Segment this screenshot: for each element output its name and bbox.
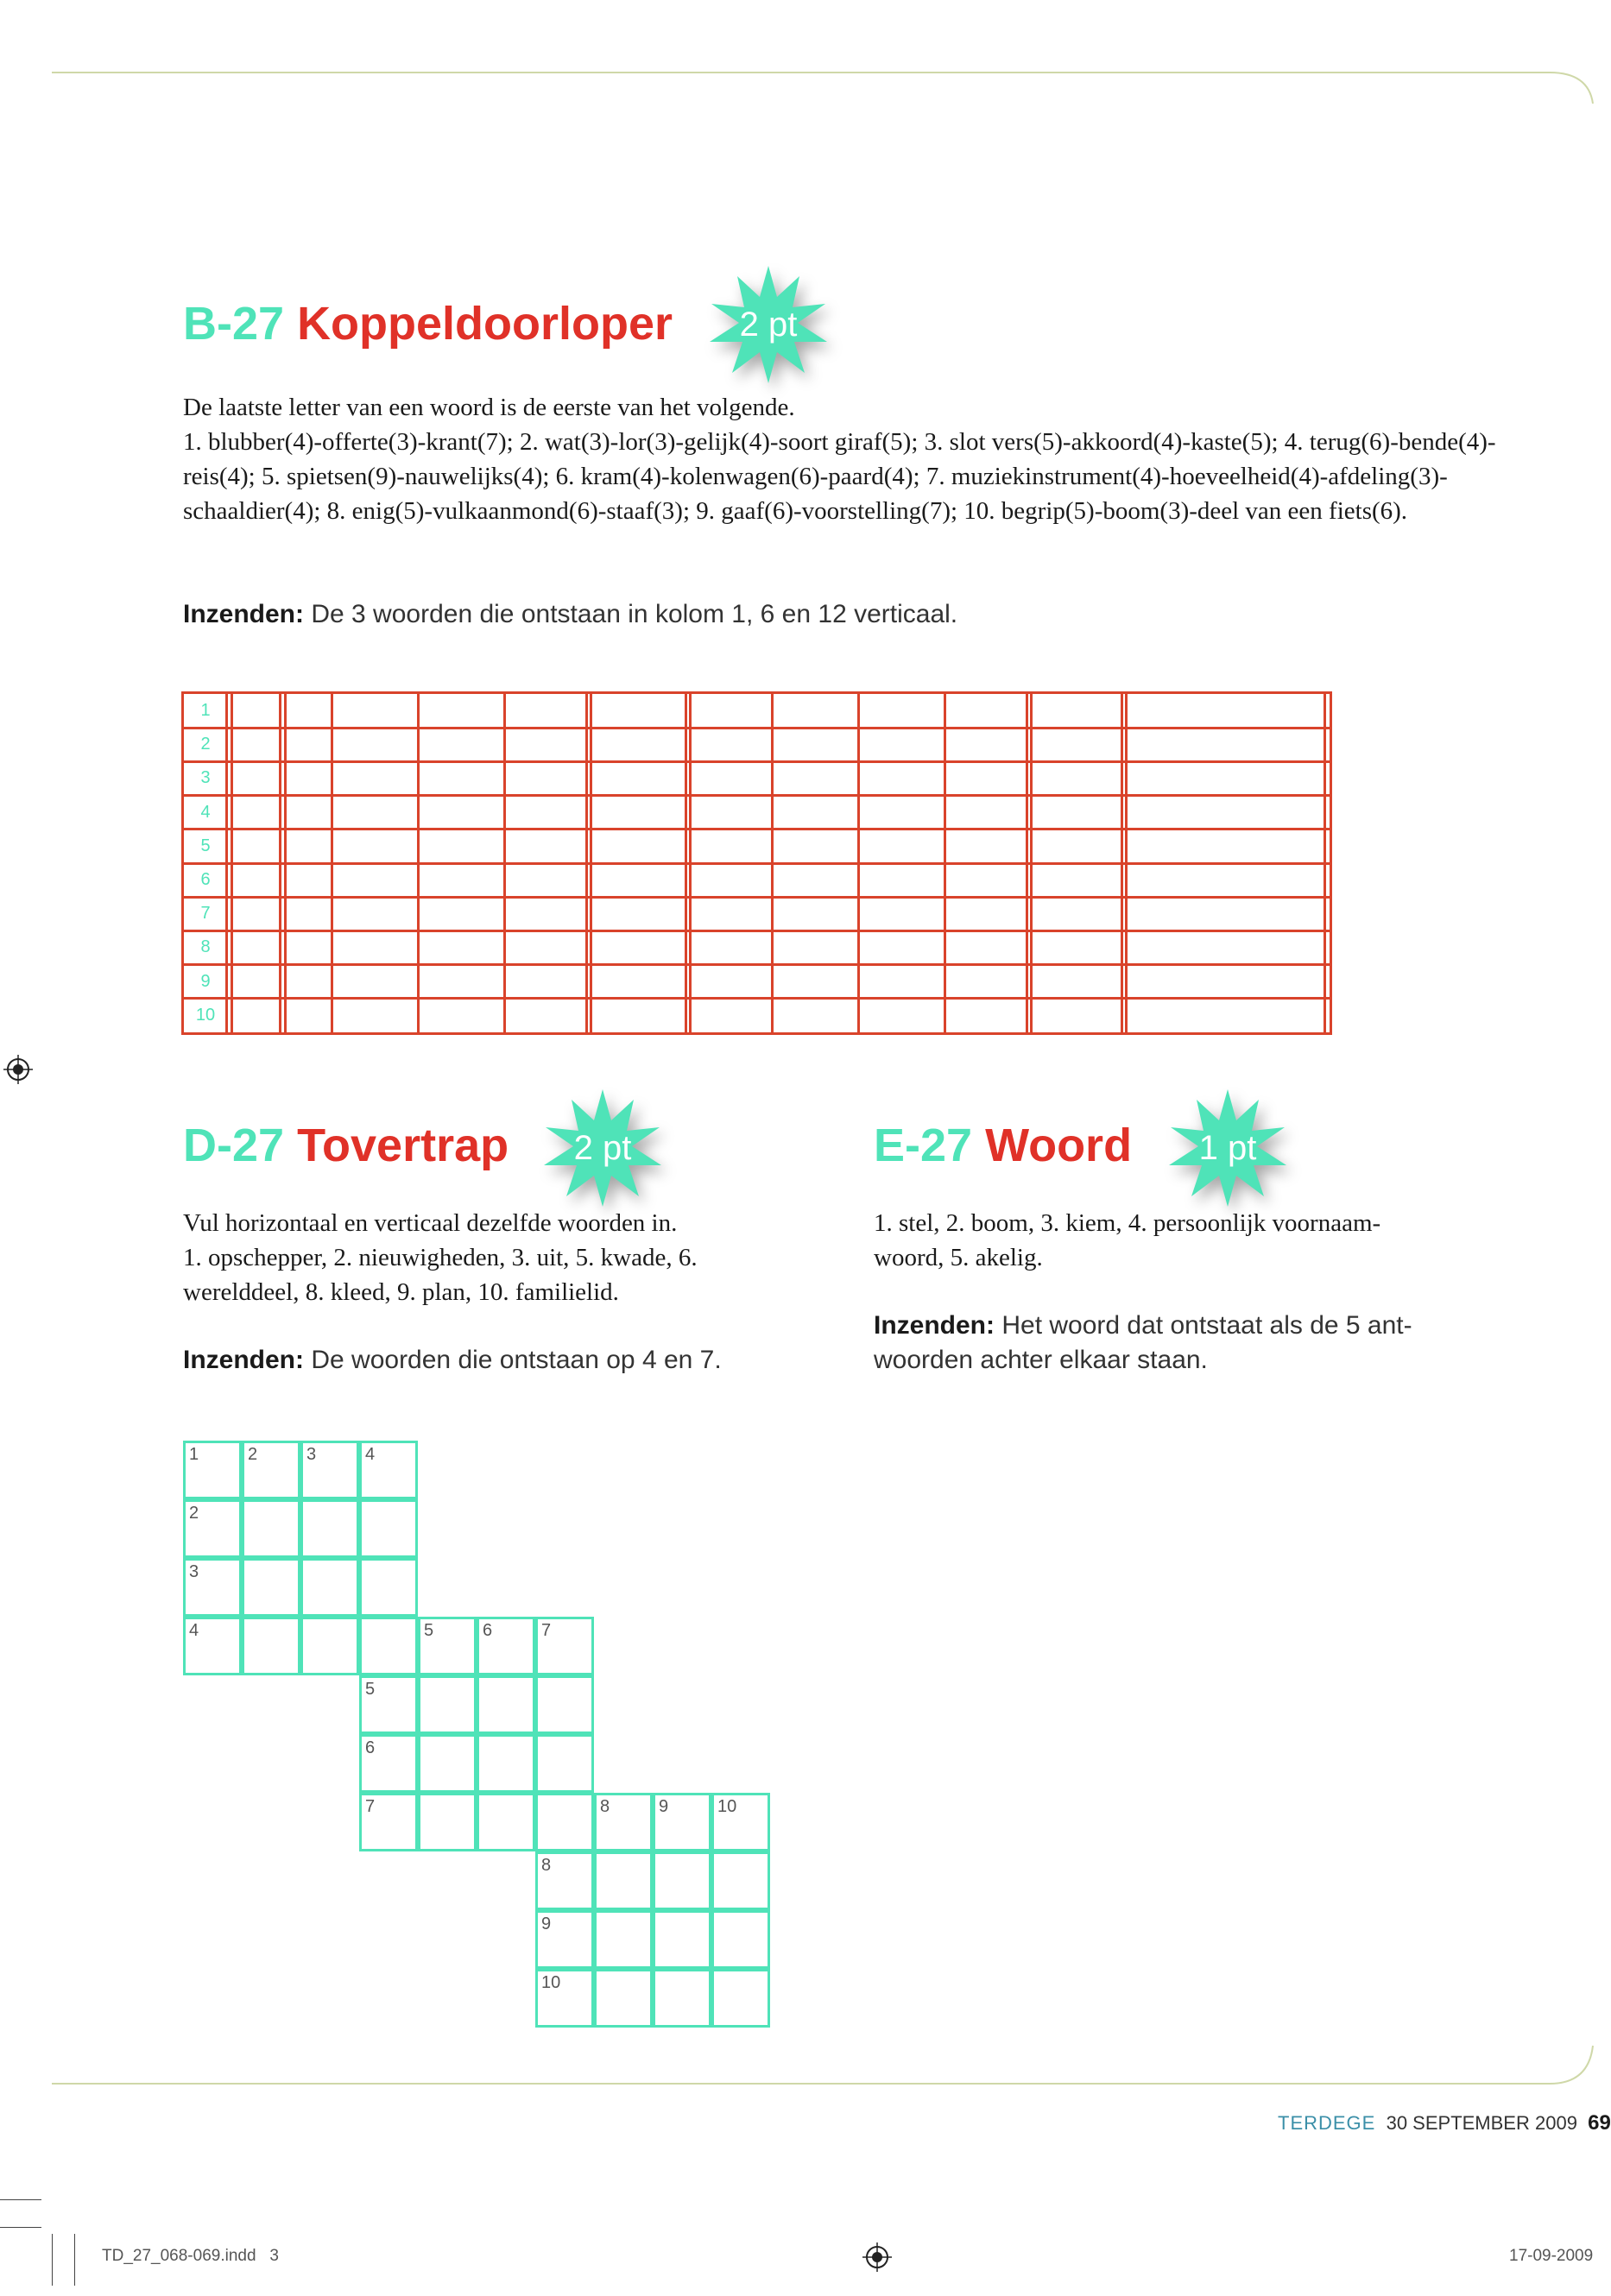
d27-intro: Vul horizontaal en verticaal dezelfde woorden in. <box>183 1209 678 1237</box>
grid-cell <box>477 1675 535 1734</box>
crop-mark-v <box>52 2234 53 2286</box>
cell-number: 3 <box>189 1562 199 1581</box>
grid-cell <box>535 1969 594 2028</box>
grid-vline <box>585 694 588 1032</box>
d27-send-text: De woorden die ontstaan op 4 en 7. <box>311 1346 722 1374</box>
grid-cell <box>535 1910 594 1969</box>
e27-send-label: Inzenden: <box>874 1311 995 1340</box>
grid-cell <box>477 1617 535 1675</box>
grid-hline <box>184 963 1330 966</box>
registration-mark-left <box>3 1055 33 1084</box>
grid-vline <box>857 694 860 1032</box>
grid-cell <box>359 1734 418 1793</box>
b27-points-badge <box>708 264 829 385</box>
d27-send <box>183 1343 787 1378</box>
grid-cell <box>594 1910 653 1969</box>
e27-points: 1 pt <box>1198 1128 1257 1167</box>
d27-text <box>183 1206 787 1309</box>
grid-cell <box>477 1793 535 1851</box>
grid-cell <box>300 1499 359 1558</box>
page-footer <box>1278 2111 1611 2135</box>
b27-clues: 1. blubber(4)-offerte(3)-krant(7); 2. wat(3)-lor(3)-gelijk(4)-soort giraf(5); 3. slot vers(5)-akkoord(4)-kaste(5); 4. terug(6)-bende(4)-reis(4); 5. spietsen(9)-nauwelijks(4); 6. kram(4)-kolenwagen(6)-paard(4); 7. muziekinstrument(4)-hoeveelheid(4)-afdeling(3)-schaaldier(4); 8. enig(5)-vulkaanmond(6)-staaf(3); 9. gaaf(6)-voorstelling(7); 10. begrip(5)-boom(3)-deel van een fiets(6). <box>183 428 1496 525</box>
cell-number: 2 <box>248 1445 258 1464</box>
cell-number: 8 <box>600 1797 610 1816</box>
grid-vline <box>590 694 592 1032</box>
grid-vline <box>331 694 333 1032</box>
grid-hline <box>184 760 1330 763</box>
grid-cell <box>535 1617 594 1675</box>
bottom-rule <box>52 2028 1593 2089</box>
e27-send-text: Het woord dat ontstaat als de 5 ant-woorden achter elkaar staan. <box>874 1311 1412 1374</box>
grid-cell <box>300 1441 359 1499</box>
crop-mark-h2 <box>0 2227 41 2228</box>
grid-cell <box>359 1558 418 1617</box>
e27-title <box>874 1122 1132 1169</box>
b27-send-text: De 3 woorden die ontstaan in kolom 1, 6 en 12 verticaal. <box>311 600 958 628</box>
cell-number: 7 <box>541 1621 552 1640</box>
b27-send <box>183 597 1478 632</box>
crop-mark-h <box>0 2199 41 2200</box>
e27-points-badge <box>1167 1088 1288 1208</box>
grid-hline <box>184 828 1330 830</box>
grid-cell <box>418 1617 477 1675</box>
grid-row-number: 9 <box>200 971 211 991</box>
grid-cell <box>183 1617 242 1675</box>
grid-hline <box>184 930 1330 932</box>
grid-cell <box>359 1617 418 1675</box>
grid-cell <box>653 1969 711 2028</box>
grid-cell <box>242 1617 300 1675</box>
cell-number: 10 <box>541 1973 561 1992</box>
b27-intro: De laatste letter van een woord is de eerste van het volgende. <box>183 394 795 421</box>
grid-cell <box>300 1617 359 1675</box>
grid-cell <box>594 1793 653 1851</box>
grid-vline <box>417 694 420 1032</box>
grid-cell <box>359 1499 418 1558</box>
e27-text <box>874 1206 1444 1275</box>
grid-cell <box>594 1851 653 1910</box>
grid-cell <box>300 1558 359 1617</box>
crosshair-icon <box>862 2242 892 2272</box>
grid-vline <box>231 694 233 1032</box>
d27-grid <box>183 1441 779 2036</box>
grid-vline <box>225 694 228 1032</box>
grid-cell <box>535 1675 594 1734</box>
d27-clues: 1. opschepper, 2. nieuwigheden, 3. uit, 5. kwade, 6. werelddeel, 8. kleed, 9. plan, 10. familielid. <box>183 1244 698 1306</box>
cell-number: 8 <box>541 1856 552 1875</box>
grid-row-number: 1 <box>200 701 211 720</box>
grid-cell <box>359 1675 418 1734</box>
d27-points-badge <box>542 1088 663 1208</box>
grid-hline <box>184 794 1330 797</box>
crosshair-icon <box>3 1055 33 1084</box>
cell-number: 4 <box>189 1621 199 1640</box>
grid-row-number: 4 <box>200 802 211 822</box>
d27-title <box>183 1122 509 1169</box>
grid-cell <box>594 1969 653 2028</box>
grid-row-number: 5 <box>200 836 211 855</box>
cell-number: 1 <box>189 1445 199 1464</box>
grid-row-number: 2 <box>200 735 211 754</box>
grid-cell <box>711 1969 770 2028</box>
grid-vline <box>1125 694 1128 1032</box>
b27-grid <box>181 691 1332 1035</box>
grid-vline <box>944 694 946 1032</box>
grid-cell <box>711 1793 770 1851</box>
grid-cell <box>653 1851 711 1910</box>
grid-hline <box>184 727 1330 729</box>
b27-points: 2 pt <box>739 305 798 344</box>
grid-cell <box>418 1734 477 1793</box>
grid-cell <box>183 1558 242 1617</box>
grid-cell <box>183 1499 242 1558</box>
cell-number: 4 <box>365 1445 376 1464</box>
e27-code: E-27 <box>874 1120 973 1171</box>
grid-cell <box>359 1793 418 1851</box>
grid-cell <box>535 1851 594 1910</box>
grid-row-number: 6 <box>200 870 211 889</box>
top-rule <box>52 52 1593 104</box>
cell-number: 10 <box>717 1797 737 1816</box>
cell-number: 6 <box>365 1738 376 1757</box>
cell-number: 5 <box>365 1680 376 1699</box>
grid-vline <box>685 694 687 1032</box>
b27-name: Koppeldoorloper <box>297 298 673 350</box>
footer-magazine: TERDEGE <box>1278 2112 1376 2134</box>
grid-hline <box>184 896 1330 899</box>
grid-hline <box>184 997 1330 1000</box>
grid-cell <box>418 1793 477 1851</box>
d27-points: 2 pt <box>573 1128 632 1167</box>
grid-vline <box>503 694 506 1032</box>
cell-number: 9 <box>659 1797 669 1816</box>
grid-vline <box>771 694 774 1032</box>
grid-vline <box>284 694 287 1032</box>
e27-clues: 1. stel, 2. boom, 3. kiem, 4. persoonlijk voornaam-woord, 5. akelig. <box>874 1209 1381 1271</box>
grid-cell <box>242 1558 300 1617</box>
grid-row-number: 10 <box>195 1005 216 1025</box>
grid-cell <box>477 1734 535 1793</box>
grid-row-number: 7 <box>200 904 211 924</box>
grid-cell <box>535 1734 594 1793</box>
cell-number: 2 <box>189 1504 199 1523</box>
grid-cell <box>418 1675 477 1734</box>
grid-vline <box>1026 694 1028 1032</box>
cell-number: 5 <box>424 1621 434 1640</box>
grid-cell <box>653 1910 711 1969</box>
grid-vline <box>1030 694 1033 1032</box>
grid-row-number: 3 <box>200 768 211 788</box>
grid-cell <box>183 1441 242 1499</box>
grid-cell <box>242 1499 300 1558</box>
e27-send <box>874 1309 1444 1378</box>
cell-number: 3 <box>306 1445 317 1464</box>
d27-send-label: Inzenden: <box>183 1346 304 1374</box>
grid-hline <box>184 862 1330 865</box>
cell-number: 6 <box>483 1621 493 1640</box>
footer-date: 30 SEPTEMBER 2009 <box>1386 2112 1577 2134</box>
grid-cell <box>359 1441 418 1499</box>
cell-number: 9 <box>541 1914 552 1933</box>
grid-cell <box>711 1851 770 1910</box>
grid-vline <box>279 694 281 1032</box>
grid-vline <box>1121 694 1123 1032</box>
grid-row-number: 8 <box>200 937 211 957</box>
d27-name: Tovertrap <box>297 1120 509 1171</box>
grid-cell <box>242 1441 300 1499</box>
b27-title <box>183 298 673 350</box>
grid-cell <box>653 1793 711 1851</box>
grid-vline <box>689 694 692 1032</box>
grid-vline <box>1324 694 1326 1032</box>
b27-send-label: Inzenden: <box>183 600 304 628</box>
slug-date: 17-09-2009 <box>1509 2247 1594 2265</box>
d27-code: D-27 <box>183 1120 285 1171</box>
slug-file: TD_27_068-069.indd 3 <box>102 2247 279 2265</box>
cell-number: 7 <box>365 1797 376 1816</box>
e27-name: Woord <box>985 1120 1133 1171</box>
b27-text <box>183 390 1504 528</box>
registration-mark-bottom <box>862 2242 892 2272</box>
grid-cell <box>711 1910 770 1969</box>
b27-code: B-27 <box>183 298 285 350</box>
grid-cell <box>535 1793 594 1851</box>
crop-mark-v2 <box>74 2234 75 2286</box>
footer-page-number: 69 <box>1588 2111 1611 2135</box>
